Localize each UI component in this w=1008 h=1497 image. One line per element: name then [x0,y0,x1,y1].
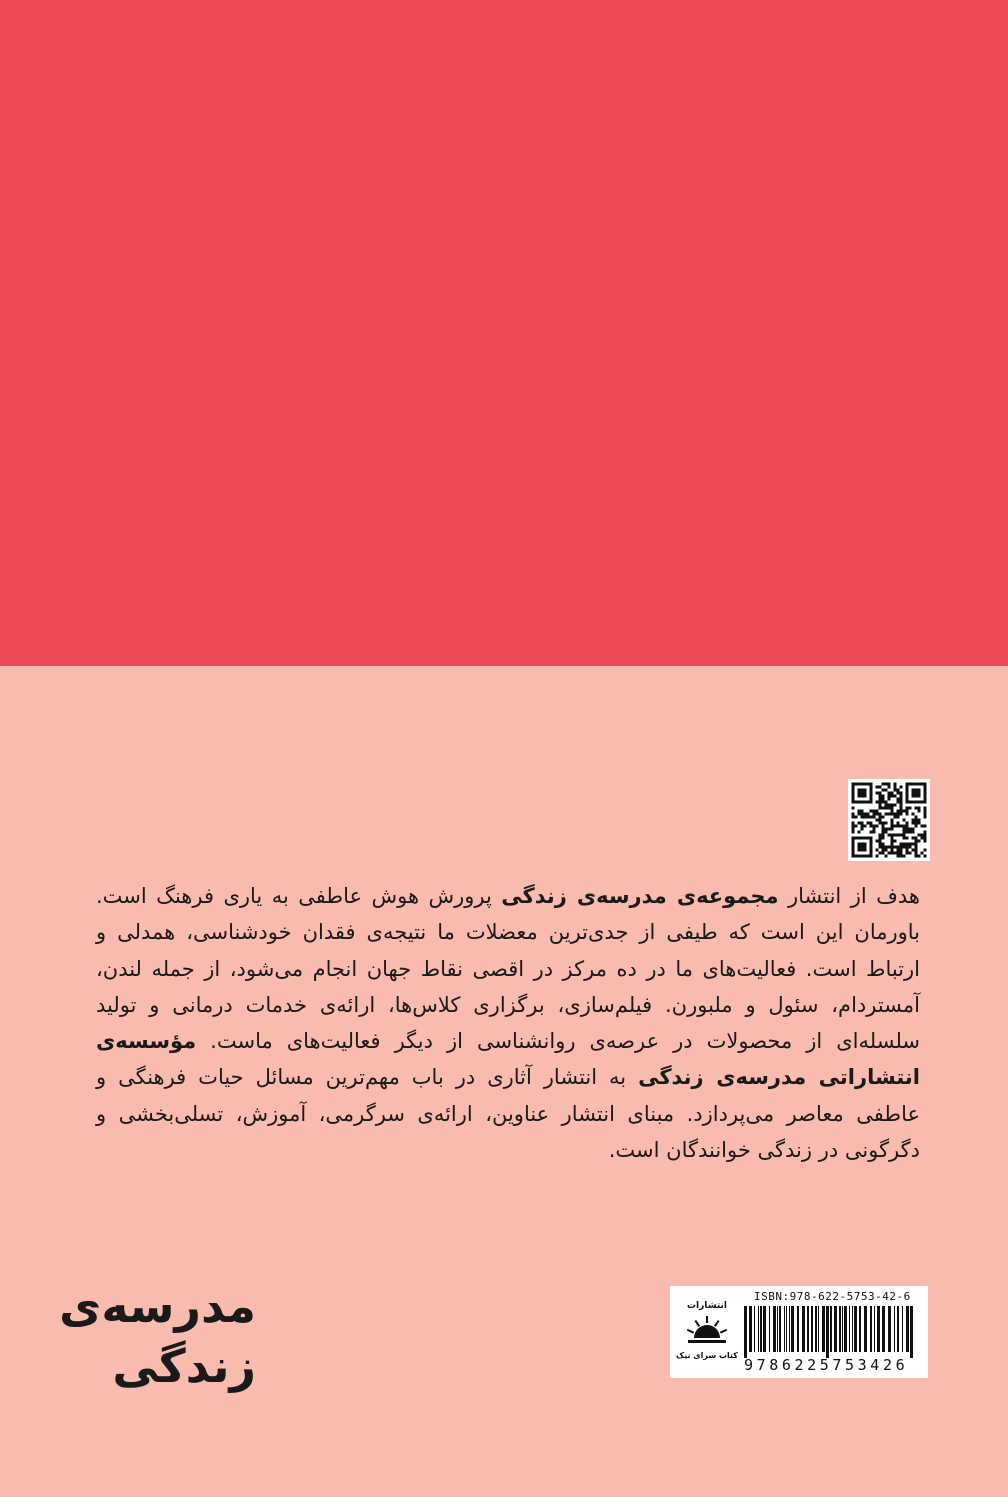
blurb-text: پرورش هوش عاطفی به یاری فرهنگ است. باورمان این است که طیفی از جدی‌ترین معضلات ما نتیجه‌ی فقدان خودشناسی، همدلی و ارتباط است. فعالیت‌های ما در ده مرکز در اقصی نقاط جهان انجام می‌شود، از جمله لندن، آمستردام، سئول و ملبورن. فیلم‌سازی، برگزاری کلاس‌ها، ارائه‌ی خدمات درمانی و تولید سلسله‌ای از محصولات در عرصه‌ی روانشناسی از دیگر فعالیت‌های ماست. [96,884,920,1054]
barcode-bars [742,1306,918,1358]
barcode-digits: 9786225753426 [744,1356,909,1374]
publisher-name: مؤسسه‌ی انتشاراتی مدرسه‌ی زندگی [96,1029,920,1090]
logo-line-2: زندگی [112,1339,256,1393]
blurb-paragraph [96,878,920,1168]
publisher-logo [676,1296,738,1366]
series-name: مجموعه‌ی مدرسه‌ی زندگی [501,884,779,908]
isbn-label: ISBN:978-622-5753-42-6 [754,1290,911,1303]
back-cover-blurb [96,878,920,1168]
qr-code-icon [848,779,930,861]
sun-emblem-icon [676,1296,738,1366]
blurb-text: هدف از انتشار [778,884,920,908]
school-of-life-logo [59,1276,256,1396]
cover-top-band [0,0,1008,666]
publisher-bottom-text: کتاب سرای نیک [676,1351,738,1360]
blurb-text: به انتشار آثاری در باب مهم‌ترین مسائل حیات فرهنگی و عاطفی معاصر می‌پردازد. مبنای انتشار عناوین، ارائه‌ی سرگرمی، آموزش، تسلی‌بخشی و دگرگونی در زندگی خوانندگان است. [96,1065,920,1163]
publisher-top-text: انتشارات [687,1301,727,1311]
logo-line-1: مدرسه‌ی [59,1279,256,1333]
